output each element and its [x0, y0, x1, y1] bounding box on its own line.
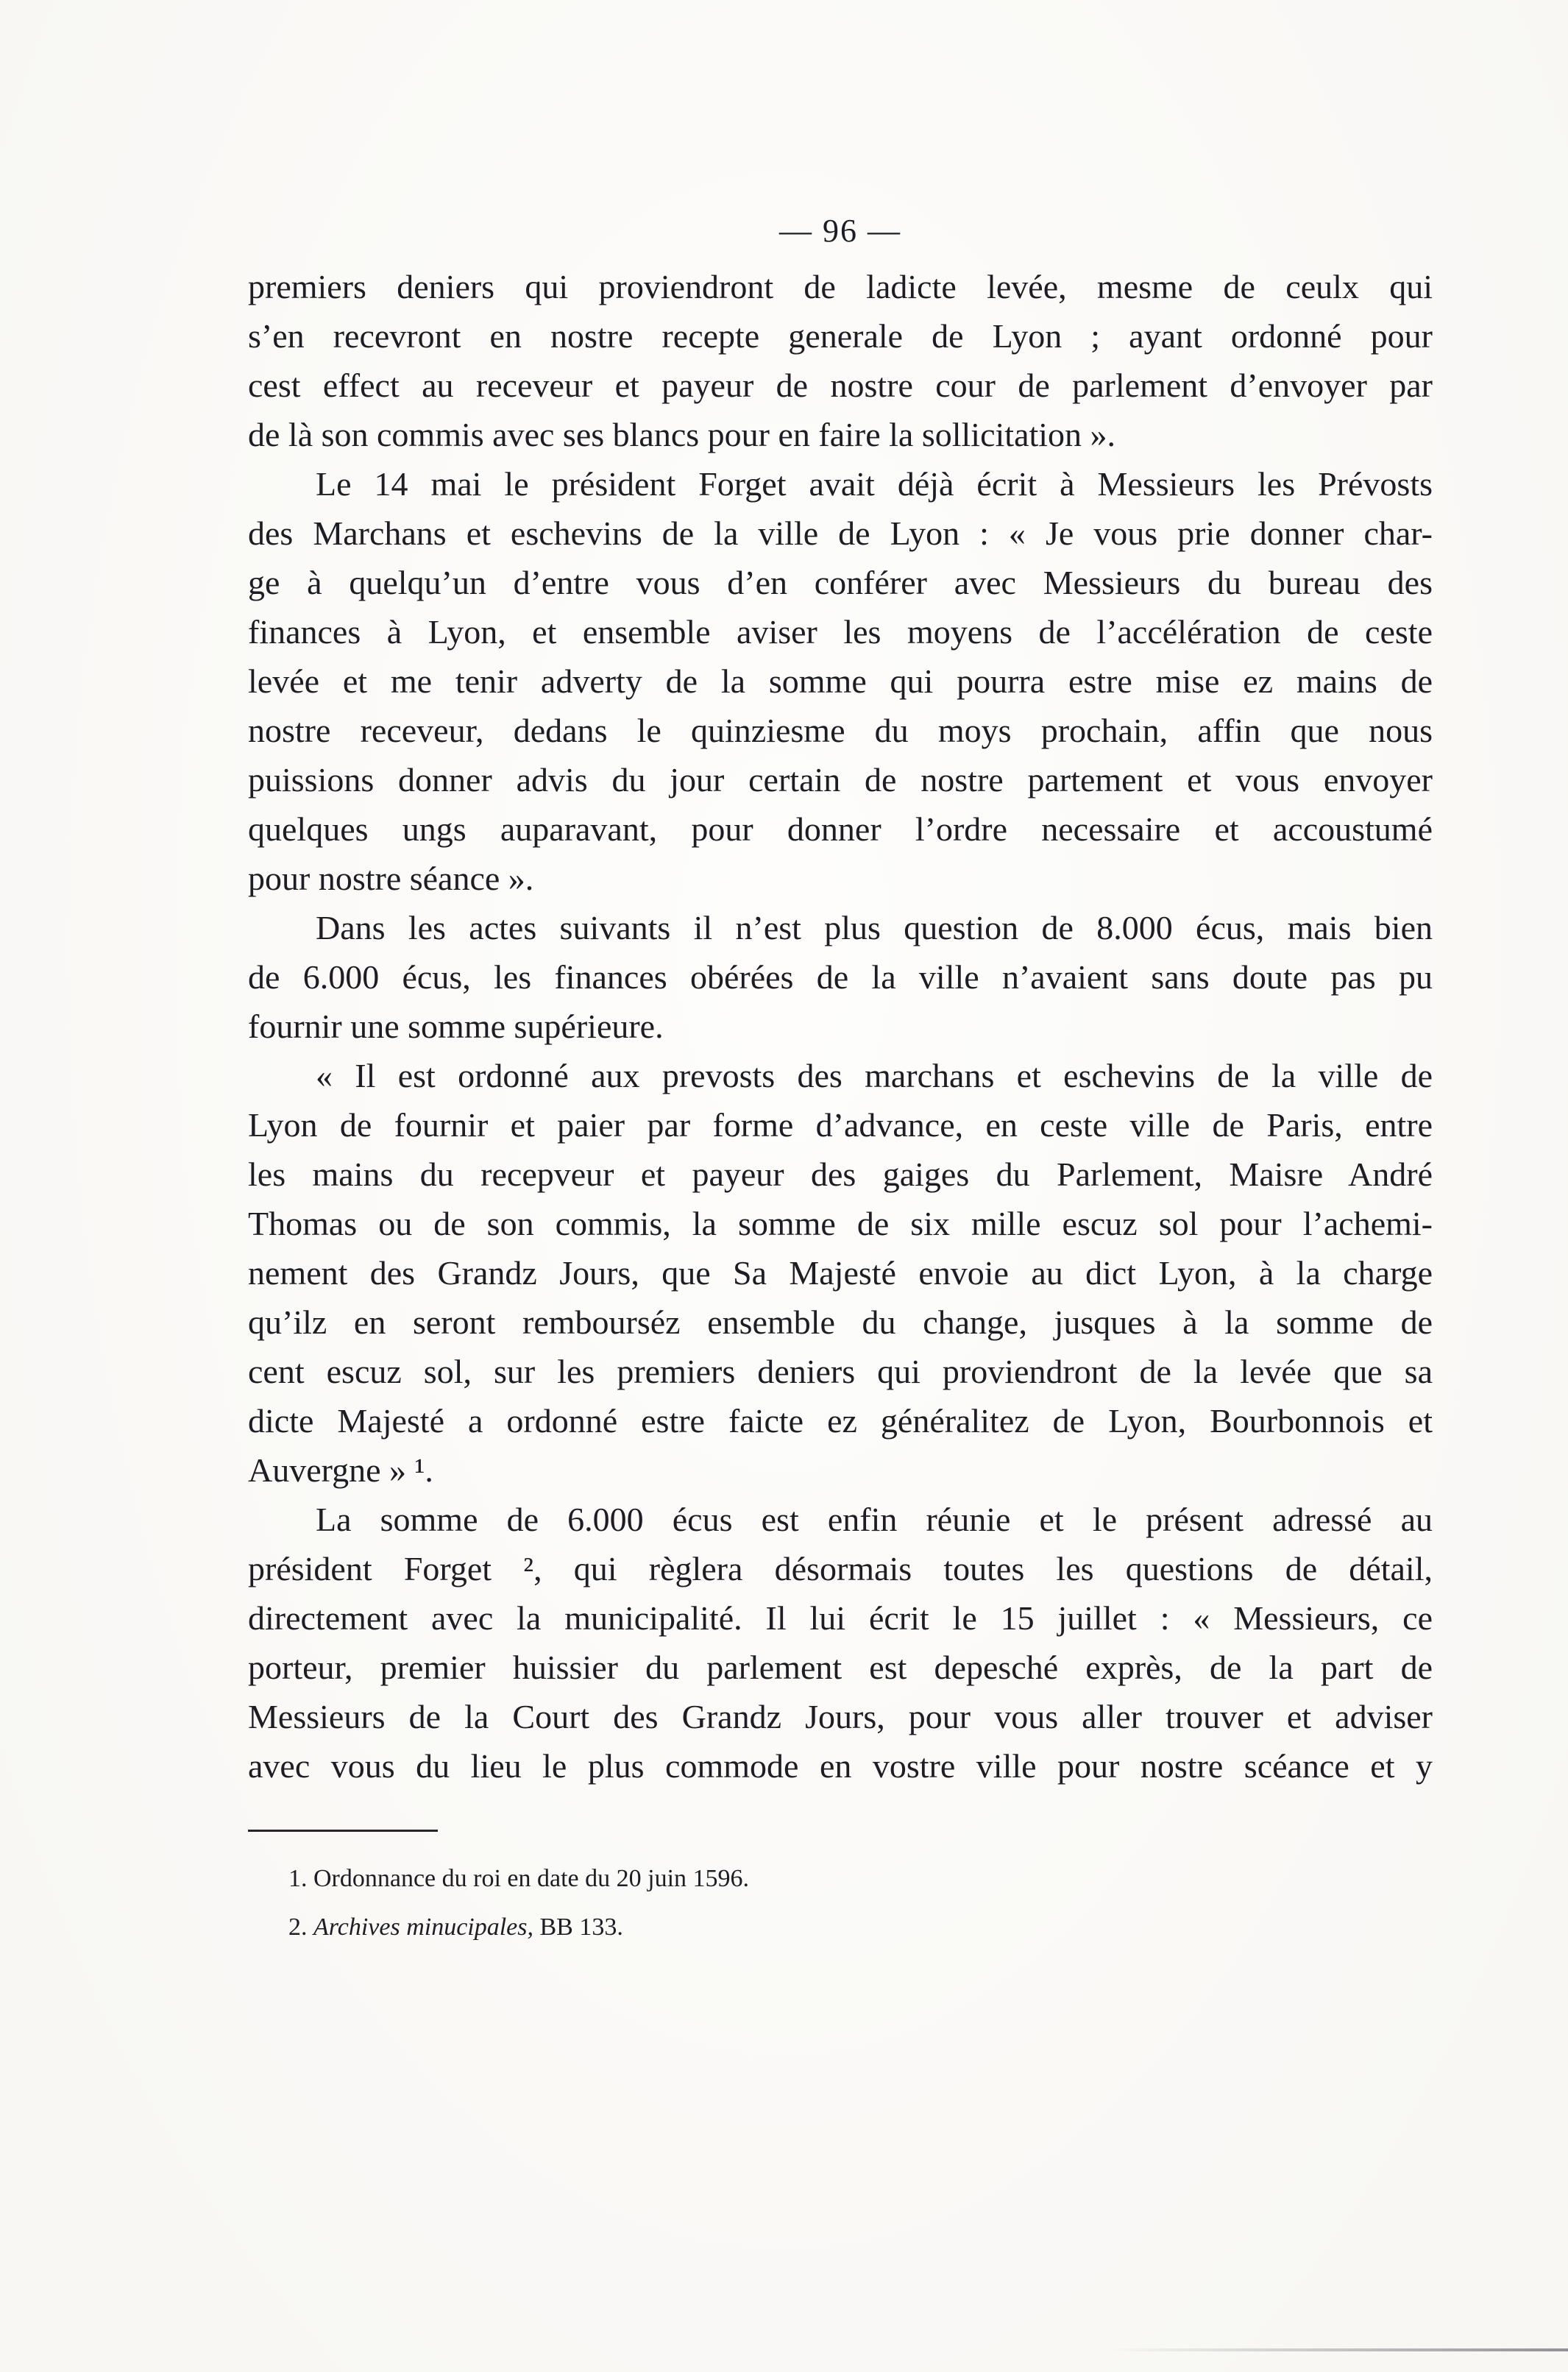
footnote-italic-text: Archives minucipales, — [313, 1913, 533, 1941]
text-line: les mains du recepveur et payeur des gaiges du Parlement, Maisre André — [248, 1155, 1433, 1193]
paragraph — [248, 903, 1433, 1051]
text-line: fournir une somme supérieure. — [248, 1008, 664, 1045]
text-line: Le 14 mai le président Forget avait déjà écrit à Messieurs les Prévosts — [316, 465, 1433, 503]
body-text — [248, 262, 1433, 1791]
paragraph — [248, 459, 1433, 903]
text-line: de 6.000 écus, les finances obérées de la ville n’avaient sans doute pas pu — [248, 958, 1433, 996]
text-line: s’en recevront en nostre recepte generale de Lyon ; ayant ordonné pour — [248, 317, 1433, 355]
text-line: président Forget ², qui règlera désormais toutes les questions de détail, — [248, 1550, 1433, 1587]
paragraph — [248, 1051, 1433, 1495]
footnote-text: BB 133. — [533, 1913, 623, 1941]
text-line: qu’ilz en seront rembourséz ensemble du change, jusques à la somme de — [248, 1303, 1433, 1341]
text-line: avec vous du lieu le plus commode en vostre ville pour nostre scéance et y — [248, 1747, 1433, 1785]
text-line: « Il est ordonné aux prevosts des marchans et eschevins de la ville de — [316, 1057, 1433, 1094]
text-line: directement avec la municipalité. Il lui écrit le 15 juillet : « Messieurs, ce — [248, 1599, 1433, 1637]
footnote-separator — [248, 1830, 438, 1832]
text-line: Auvergne » ¹. — [248, 1451, 433, 1489]
page-number: — 96 — — [779, 213, 901, 249]
text-line: Dans les actes suivants il n’est plus question de 8.000 écus, mais bien — [316, 909, 1433, 946]
text-line: Lyon de fournir et paier par forme d’advance, en ceste ville de Paris, entre — [248, 1106, 1433, 1144]
text-line: quelques ungs auparavant, pour donner l’ordre necessaire et accoustumé — [248, 810, 1433, 848]
text-line: pour nostre séance ». — [248, 860, 534, 897]
text-line: cest effect au receveur et payeur de nostre cour de parlement d’envoyer par — [248, 367, 1433, 404]
footnote — [288, 1903, 1433, 1952]
scan-artifact — [1112, 2348, 1568, 2351]
text-line: puissions donner advis du jour certain de nostre partement et vous envoyer — [248, 761, 1433, 799]
text-line: Messieurs de la Court des Grandz Jours, pour vous aller trouver et adviser — [248, 1698, 1433, 1735]
text-line: finances à Lyon, et ensemble aviser les moyens de l’accélération de ceste — [248, 613, 1433, 651]
text-line: Thomas ou de son commis, la somme de six mille escuz sol pour l’achemi- — [248, 1205, 1433, 1242]
text-line: porteur, premier huissier du parlement est depesché exprès, de la part de — [248, 1649, 1433, 1686]
text-line: des Marchans et eschevins de la ville de Lyon : « Je vous prie donner char- — [248, 514, 1433, 552]
text-line: nostre receveur, dedans le quinziesme du moys prochain, affin que nous — [248, 712, 1433, 749]
text-line: nement des Grandz Jours, que Sa Majesté envoie au dict Lyon, à la charge — [248, 1254, 1433, 1292]
footnote-text: 2. — [288, 1913, 313, 1941]
footnotes — [288, 1855, 1433, 1952]
footnote-text: 1. Ordonnance du roi en date du 20 juin 1596. — [288, 1865, 750, 1892]
text-line: ge à quelqu’un d’entre vous d’en conférer avec Messieurs du bureau des — [248, 564, 1433, 601]
text-line: dicte Majesté a ordonné estre faicte ez généralitez de Lyon, Bourbonnois et — [248, 1402, 1433, 1440]
text-line: cent escuz sol, sur les premiers deniers qui proviendront de la levée que sa — [248, 1353, 1433, 1390]
text-line: de là son commis avec ses blancs pour en faire la sollicitation ». — [248, 416, 1116, 453]
footnote — [288, 1855, 1433, 1903]
paragraph — [248, 262, 1433, 459]
text-line: premiers deniers qui proviendront de ladicte levée, mesme de ceulx qui — [248, 268, 1433, 305]
text-line: levée et me tenir adverty de la somme qui pourra estre mise ez mains de — [248, 662, 1433, 700]
paragraph — [248, 1495, 1433, 1791]
text-line: La somme de 6.000 écus est enfin réunie et le présent adressé au — [316, 1501, 1433, 1538]
